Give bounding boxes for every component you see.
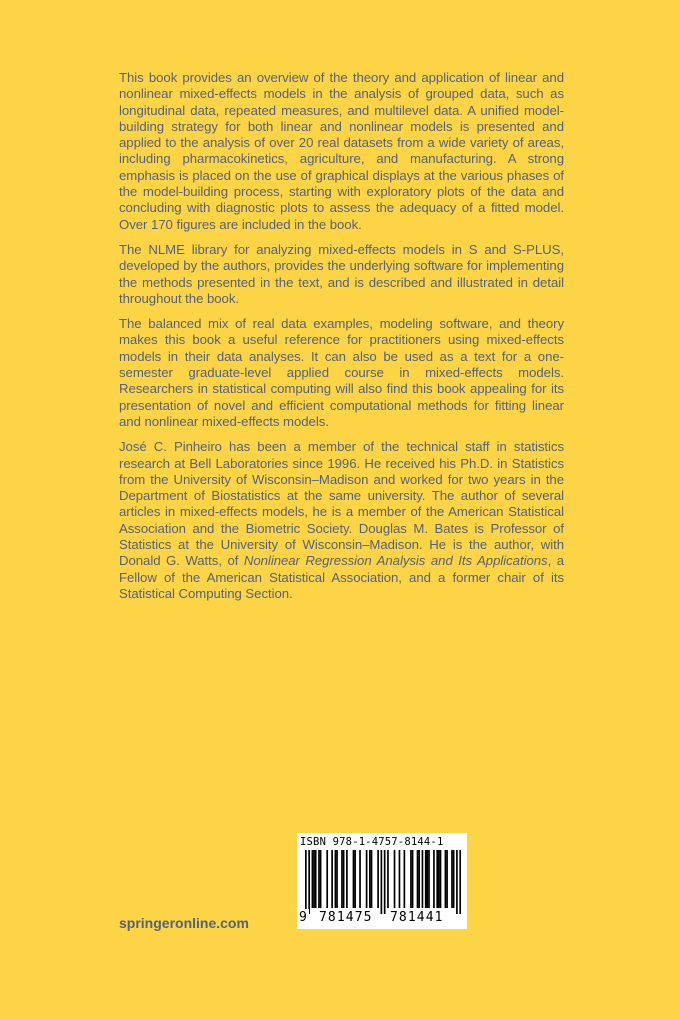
author-bio-text: José C. Pinheiro has been a member of the technical staff in statistics research at Bell Laboratories since 1996. He received his Ph.D. in Statistics from the University of Wisconsin–Madison and worked for two years in the Department of Biostatistics at the same university. The author of several articles in mixed-effects models, he is a member of the American Statistical Association and the Biometric Society. Douglas M. Bates is Professor of Statistics at the University of Wisconsin–Madison. He is the author, with Donald G. Watts, of xyxy=(119,439,564,569)
barcode-bar xyxy=(320,850,322,908)
software-paragraph: The NLME library for analyzing mixed-effects models in S and S-PLUS, developed by the authors, provides the underlying software for implementing the methods presented in the text, and is described and illustrated in detail throughout the book. xyxy=(119,241,564,306)
barcode-bar xyxy=(354,850,356,908)
barcode-guard-bar xyxy=(384,850,386,914)
barcode-bar xyxy=(446,850,448,908)
barcode-bar xyxy=(318,850,320,908)
back-cover-blurb xyxy=(119,70,564,611)
barcode-bar xyxy=(387,850,389,908)
barcode-bar xyxy=(394,850,396,908)
barcode-bar xyxy=(427,850,429,908)
barcode-bar xyxy=(433,850,435,908)
barcode-bar xyxy=(438,850,440,908)
author-bio-text-end: , a Fellow of the American Statistical Association, and a former chair of its Statistical Computing Section. xyxy=(119,553,564,601)
barcode-bar xyxy=(331,850,333,908)
barcode-guard-bar xyxy=(459,850,461,914)
barcode-bar xyxy=(440,850,442,908)
barcode-bar xyxy=(341,850,343,908)
barcode-digits-right: 781441 xyxy=(390,910,444,925)
cited-book-title: Nonlinear Regression Analysis and Its Applications xyxy=(243,553,548,569)
barcode-bar xyxy=(418,850,420,908)
barcode-bar xyxy=(410,850,412,908)
barcode-bar xyxy=(313,850,315,908)
barcode-bar xyxy=(377,850,379,908)
barcode-bar xyxy=(453,850,455,908)
barcode-digits xyxy=(297,909,467,927)
barcode-bar xyxy=(399,850,401,908)
barcode-bar xyxy=(404,850,406,908)
isbn-barcode xyxy=(297,833,467,929)
barcode-bar xyxy=(422,850,424,908)
barcode-bar xyxy=(312,850,314,908)
barcode-bar xyxy=(417,850,419,908)
barcode-bar xyxy=(371,850,373,908)
barcode-bar xyxy=(445,850,447,908)
barcode-guard-bar xyxy=(308,850,310,914)
barcode-bar xyxy=(436,850,438,908)
barcode-guard-bar xyxy=(381,850,383,914)
barcode-bar xyxy=(326,850,328,908)
barcode-digits-left: 781475 xyxy=(319,910,373,925)
barcode-bars xyxy=(305,850,461,914)
barcode-bar xyxy=(336,850,338,908)
barcode-guard-bar xyxy=(305,850,307,914)
barcode-bar xyxy=(366,850,368,908)
barcode-bar xyxy=(346,850,348,908)
barcode-bar xyxy=(353,850,355,908)
barcode-bar xyxy=(315,850,317,908)
barcode-bar xyxy=(425,850,427,908)
barcode-bar xyxy=(343,850,345,908)
barcode-bar xyxy=(335,850,337,908)
barcode-bar xyxy=(428,850,430,908)
isbn-label: ISBN 978-1-4757-8144-1 xyxy=(300,836,444,848)
publisher-website: springeronline.com xyxy=(119,915,249,931)
barcode-bar xyxy=(412,850,414,908)
author-bio-paragraph xyxy=(119,439,564,602)
description-paragraph: This book provides an overview of the theory and application of linear and nonlinear mixed-effects models in the analysis of grouped data, such as longitudinal data, repeated measures, and multilevel data. A unified model-building strategy for both linear and nonlinear models is presented and applied to the analysis of over 20 real datasets from a wide variety of areas, including pharmacokinetics, agriculture, and manufacturing. A strong emphasis is placed on the use of graphical displays at the various phases of the model-building process, starting with exploratory plots of the data and concluding with diagnostic plots to assess the adequacy of a fitted model. Over 170 figures are included in the book. xyxy=(119,70,564,232)
audience-paragraph: The balanced mix of real data examples, modeling software, and theory makes this book a useful reference for practitioners using mixed-effects models in their data analyses. It can also be used as a text for a one-semester graduate-level applied course in mixed-effects models. Researchers in statistical computing will also find this book appealing for its presentation of novel and efficient computational methods for fitting linear and nonlinear mixed-effects models. xyxy=(119,316,564,429)
barcode-digit-first: 9 xyxy=(299,910,308,925)
barcode-guard-bar xyxy=(456,850,458,914)
barcode-bar xyxy=(369,850,371,908)
barcode-bar xyxy=(451,850,453,908)
barcode-bar xyxy=(359,850,361,908)
